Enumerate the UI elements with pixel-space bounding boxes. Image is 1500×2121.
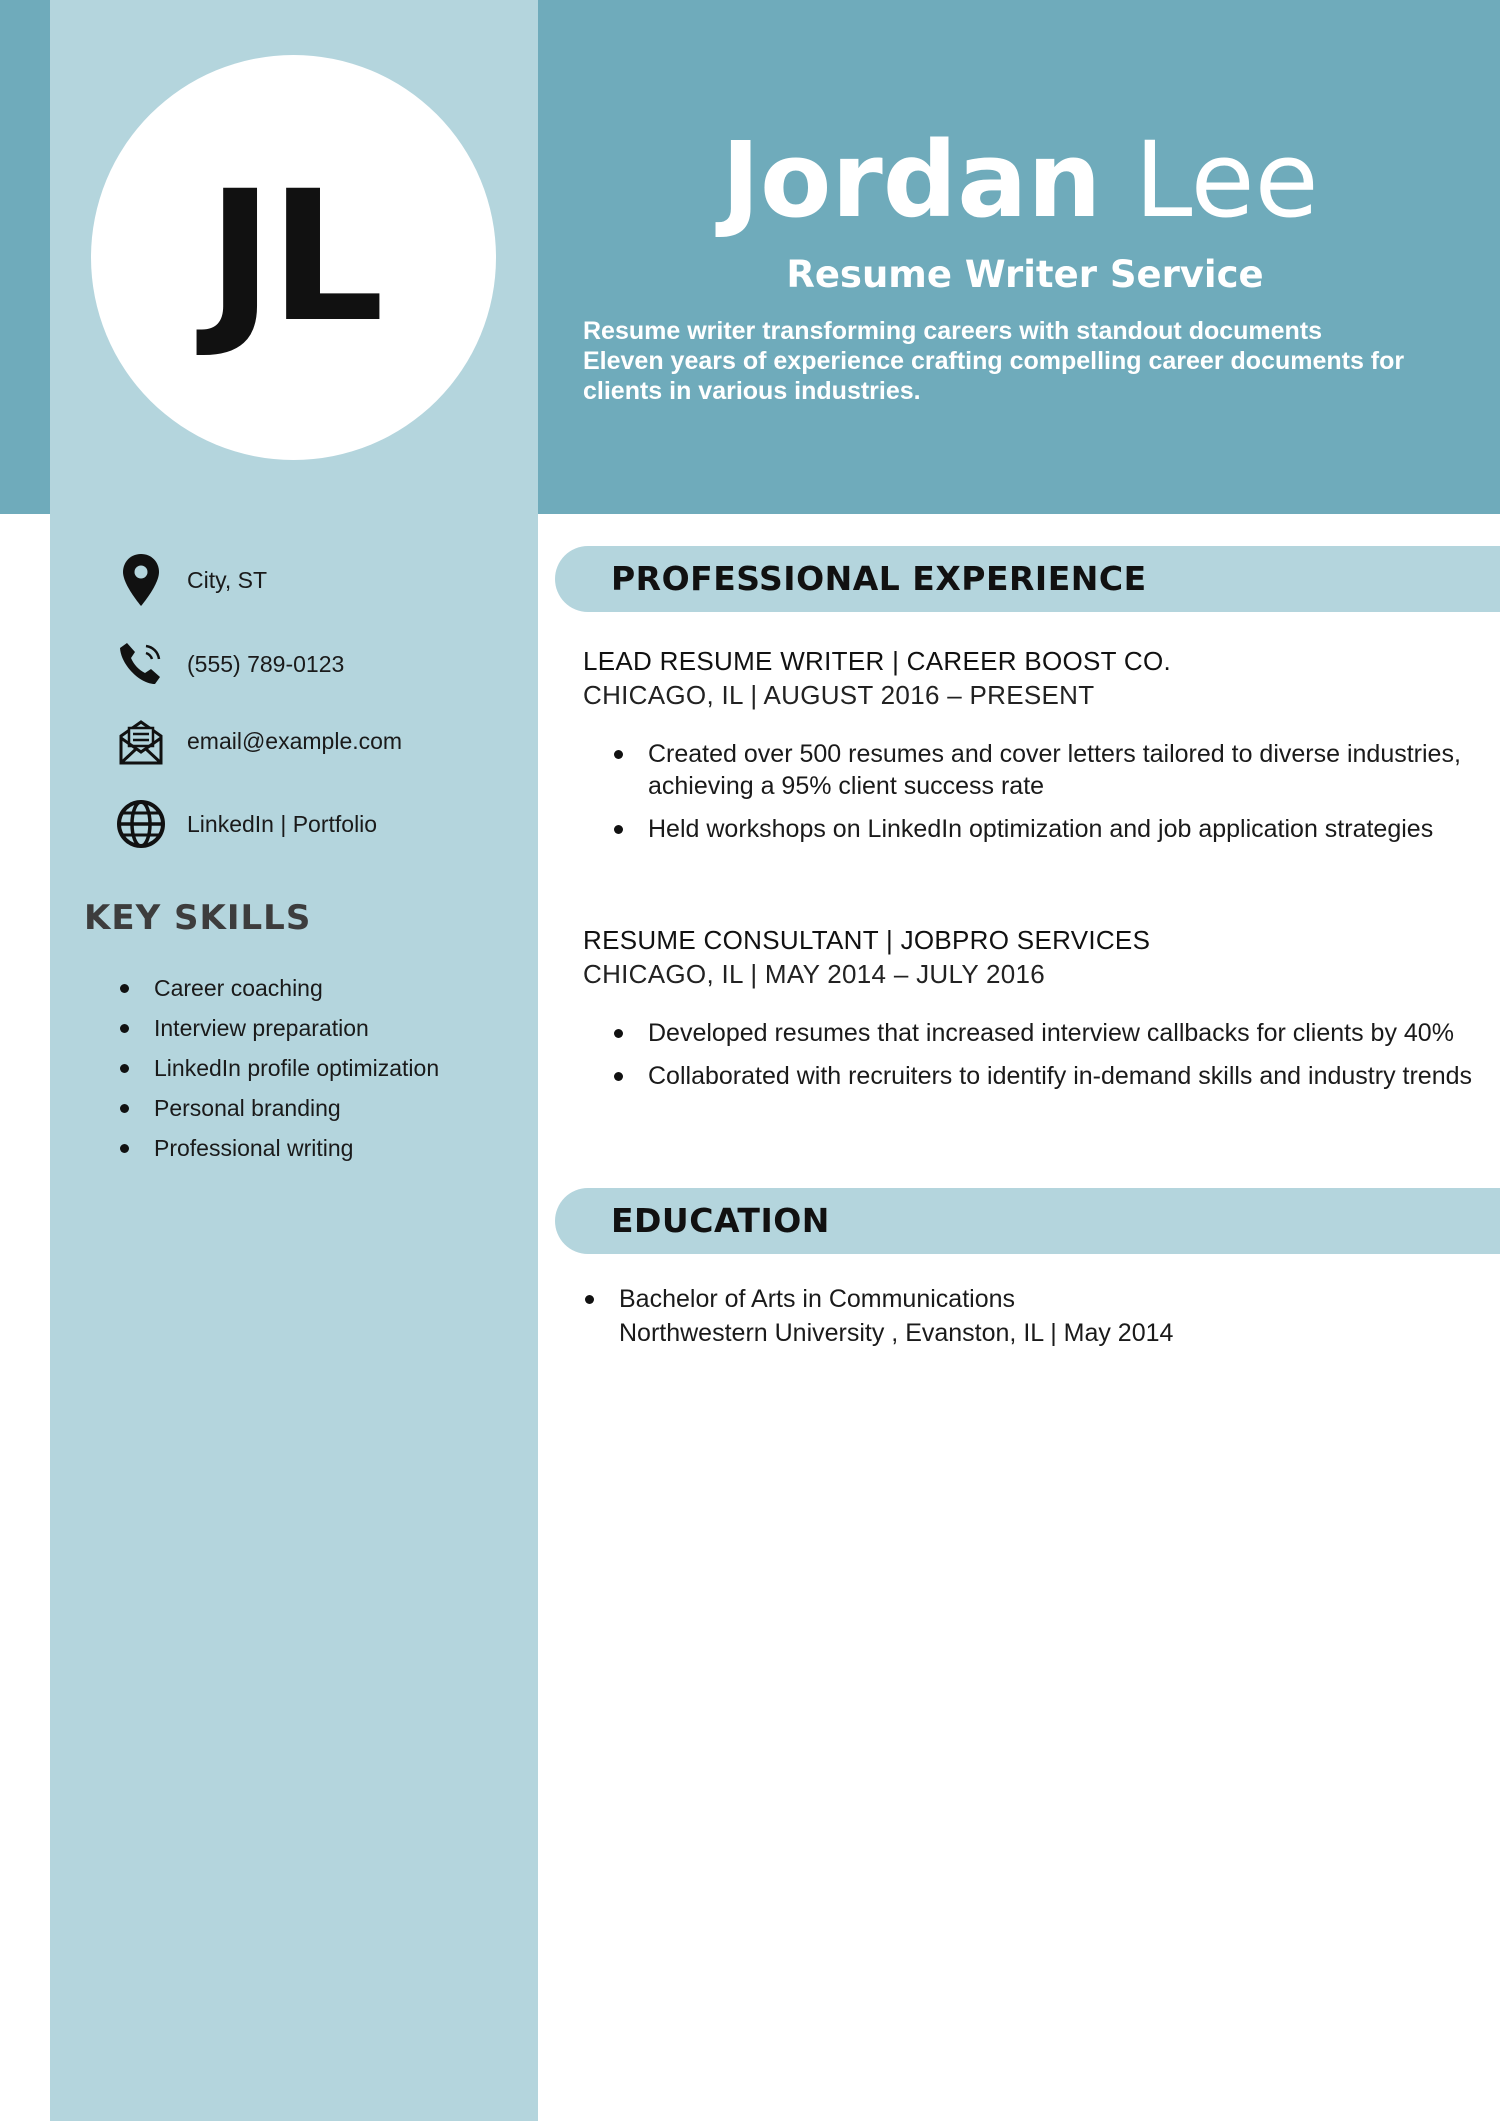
skills-heading: KEY SKILLS <box>84 898 312 938</box>
summary-line: Eleven years of experience crafting compelling career documents for <box>583 347 1405 375</box>
globe-icon <box>110 796 172 852</box>
skill-item: LinkedIn profile optimization <box>118 1048 439 1088</box>
education-item <box>583 1282 1463 1350</box>
skill-item: Career coaching <box>118 968 439 1008</box>
contact-links <box>110 794 530 854</box>
contact-email <box>110 711 530 771</box>
first-name: Jordan <box>721 119 1102 241</box>
location-text: City, ST <box>187 566 268 593</box>
experience-section-bar <box>555 546 1500 612</box>
job-bullet: Held workshops on LinkedIn optimization and job application strategies <box>612 813 1472 845</box>
summary-line: clients in various industries. <box>583 377 921 405</box>
education-section-bar <box>555 1188 1500 1254</box>
mail-icon <box>110 713 172 769</box>
avatar-initials: JL <box>206 153 381 362</box>
job-bullets <box>612 738 1472 856</box>
avatar <box>91 55 496 460</box>
job-bullet: Created over 500 resumes and cover letters tailored to diverse industries, achieving a 95% client success rate <box>612 738 1472 802</box>
school: Northwestern University , Evanston, IL | May 2014 <box>619 1319 1174 1347</box>
job-bullet: Collaborated with recruiters to identify in-demand skills and industry trends <box>612 1060 1472 1092</box>
links-text: LinkedIn | Portfolio <box>187 810 378 837</box>
email-text: email@example.com <box>187 727 403 754</box>
contact-phone <box>110 634 530 694</box>
skill-item: Professional writing <box>118 1128 439 1168</box>
job-title: LEAD RESUME WRITER | CAREER BOOST CO. <box>583 646 1172 676</box>
job-bullet: Developed resumes that increased interview callbacks for clients by 40% <box>612 1017 1472 1049</box>
job-meta: CHICAGO, IL | MAY 2014 – JULY 2016 <box>583 959 1046 989</box>
job-meta: CHICAGO, IL | AUGUST 2016 – PRESENT <box>583 680 1095 710</box>
experience-heading: PROFESSIONAL EXPERIENCE <box>611 559 1147 598</box>
education-list <box>583 1282 1463 1350</box>
contact-location <box>110 550 530 610</box>
job-title: RESUME CONSULTANT | JOBPRO SERVICES <box>583 925 1151 955</box>
degree: Bachelor of Arts in Communications <box>619 1285 1016 1313</box>
map-pin-icon <box>110 552 172 608</box>
candidate-name <box>540 120 1500 240</box>
phone-text: (555) 789-0123 <box>187 650 345 677</box>
last-name: Lee <box>1134 119 1319 241</box>
summary-line: Resume writer transforming careers with standout documents <box>583 317 1323 345</box>
job-bullets <box>612 1017 1472 1103</box>
skill-item: Personal branding <box>118 1088 439 1128</box>
role-title: Resume Writer Service <box>786 253 1264 296</box>
skills-list <box>118 968 439 1168</box>
summary <box>583 316 1463 406</box>
education-heading: EDUCATION <box>611 1201 830 1240</box>
phone-icon <box>110 636 172 692</box>
skill-item: Interview preparation <box>118 1008 439 1048</box>
